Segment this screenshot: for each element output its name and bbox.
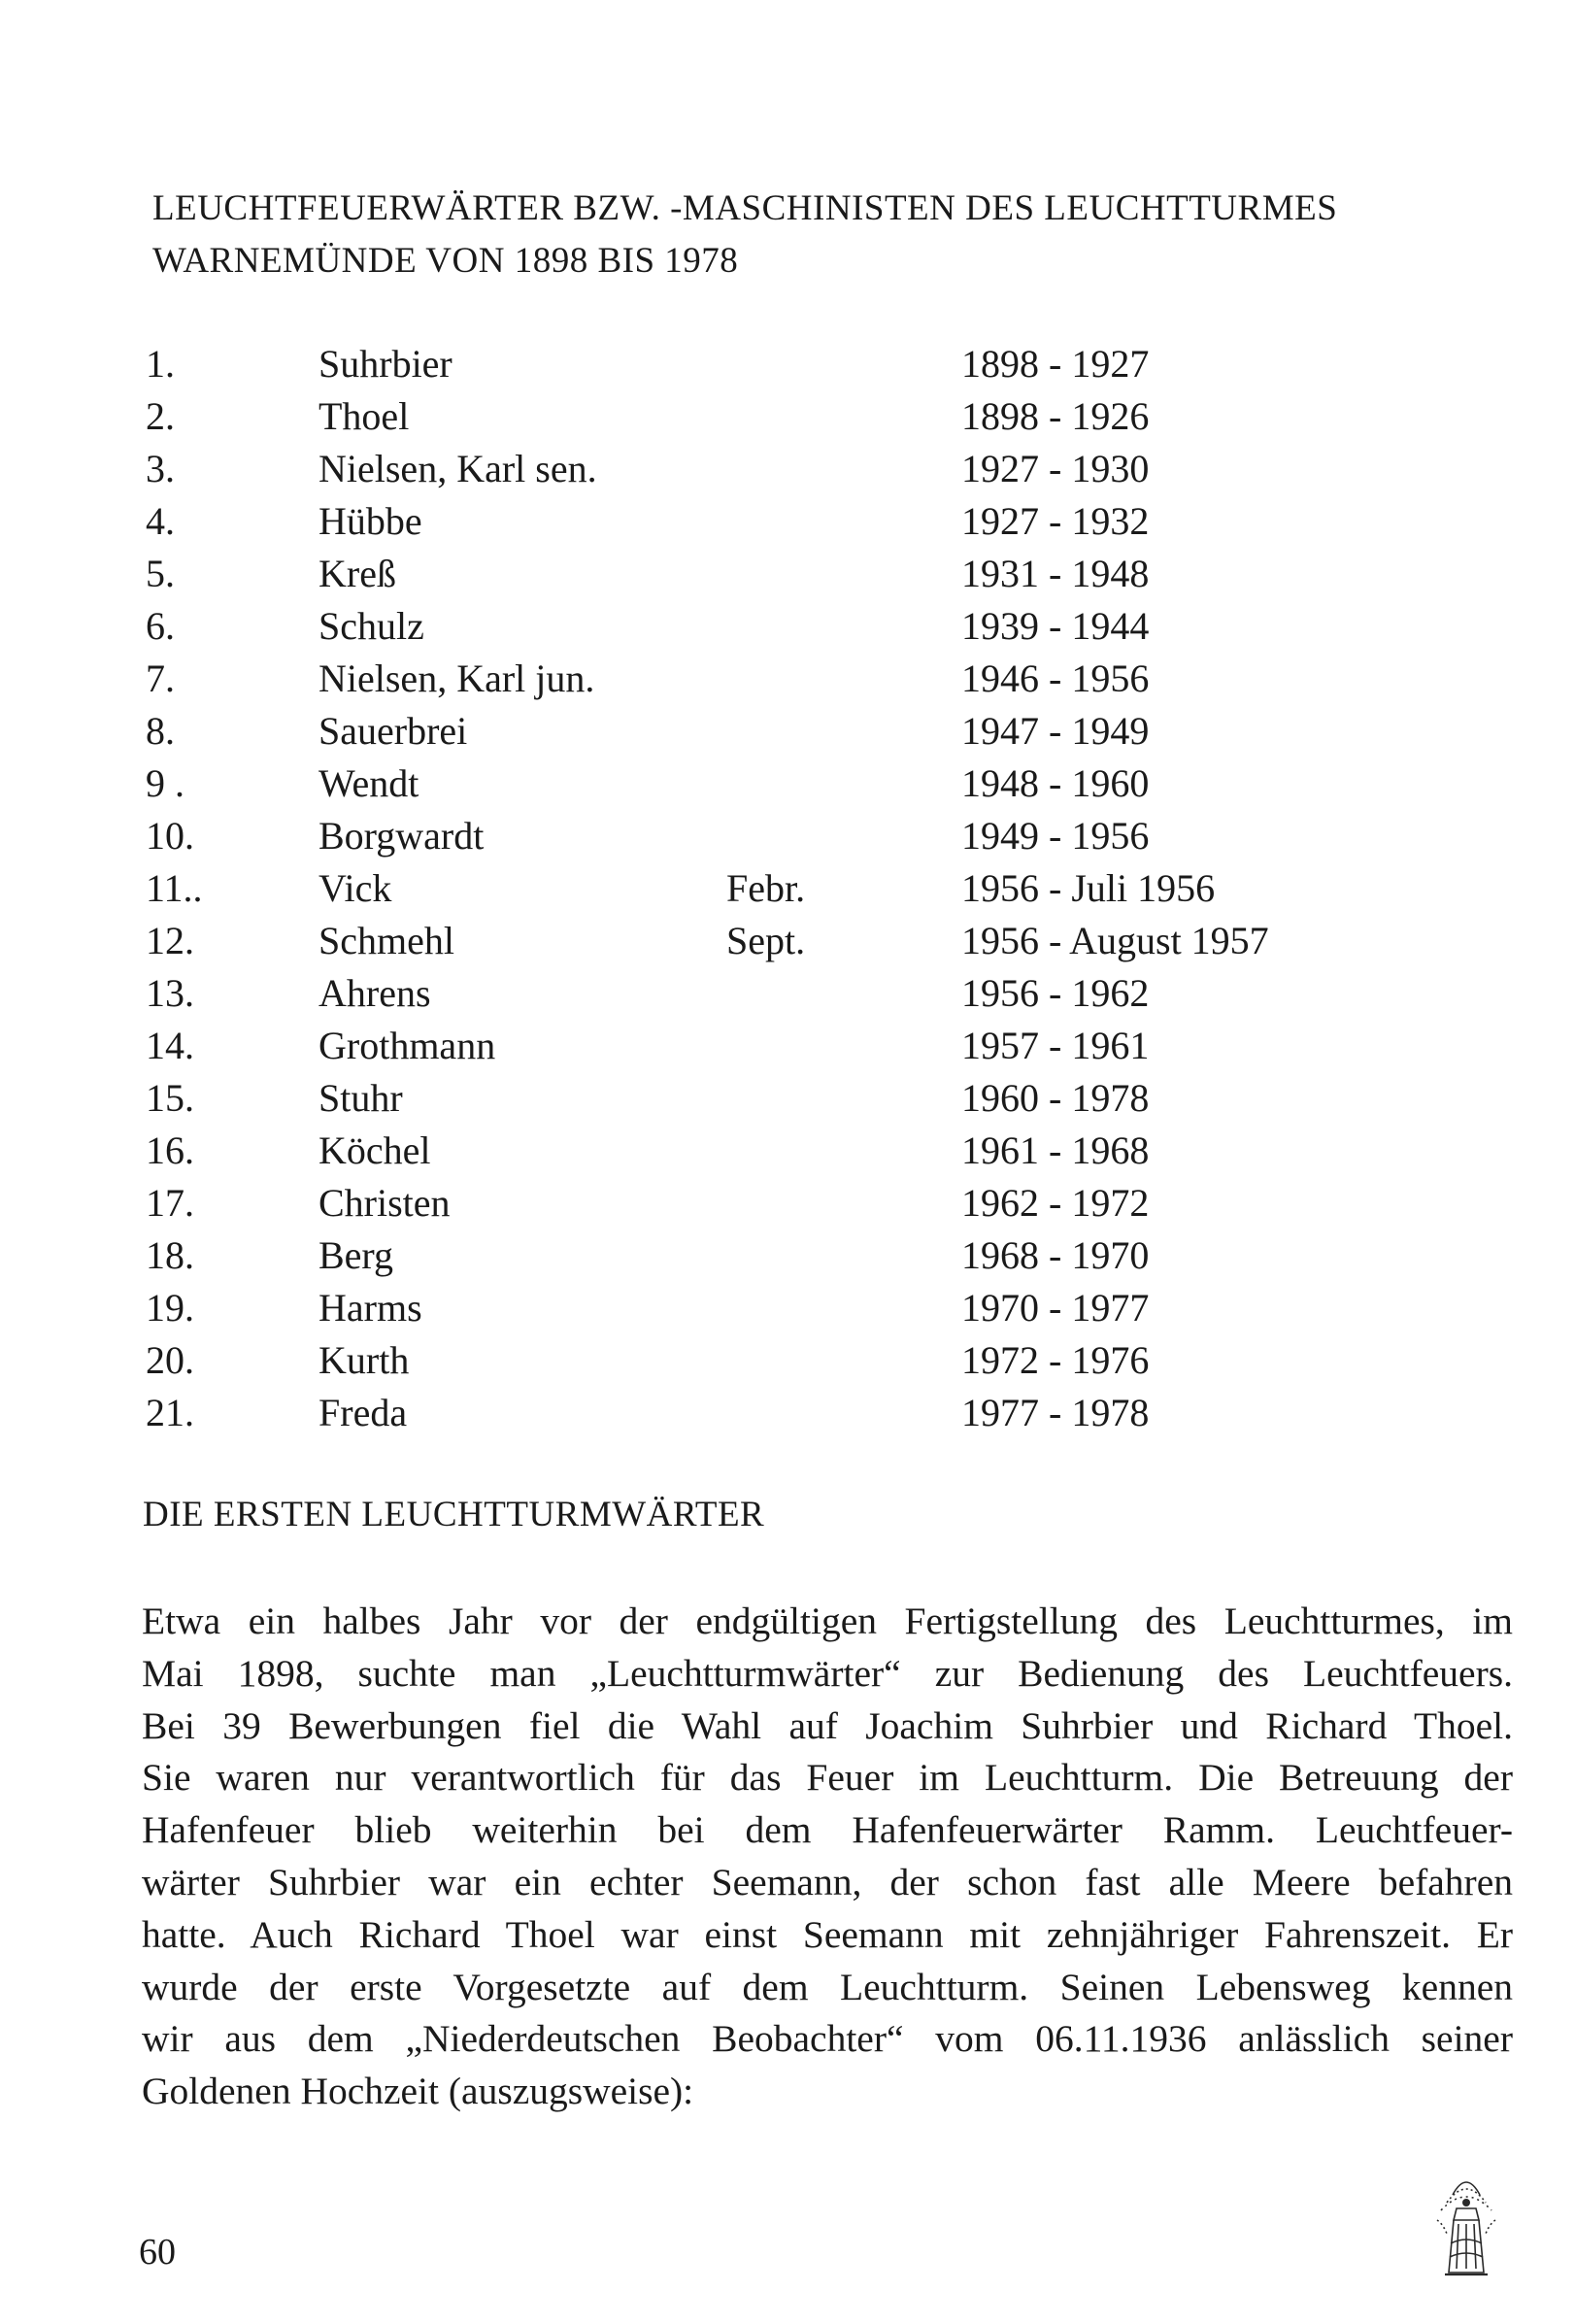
body-line: hatte. Auch Richard Thoel war einst Seemann mit zehnjähriger Fahrenszeit. Er [142,1912,1513,1956]
roster-years: 1961 - 1968 [961,1128,1150,1172]
roster-month: Sept. [726,919,806,962]
roster-years: 1956 - 1962 [961,971,1150,1015]
roster-years: 1956 - Juli 1956 [961,866,1216,910]
roster-years: 1962 - 1972 [961,1181,1150,1225]
body-line: Etwa ein halbes Jahr vor der endgültigen Fertigstellung des Leuchtturmes, im [142,1600,1513,1642]
body-line: Hafenfeuer blieb weiterhin bei dem Hafenfeuerwärter Ramm. Leuchtfeuer- [142,1808,1513,1852]
roster-number: 1. [146,342,175,386]
roster-row [146,1125,1359,1177]
roster-row [146,338,1359,390]
roster-years: 1957 - 1961 [961,1024,1150,1067]
roster-name: Stuhr [318,1076,403,1120]
roster-name: Christen [318,1181,451,1225]
roster-number: 6. [146,604,175,648]
roster-years: 1970 - 1977 [961,1286,1150,1330]
roster-row [146,653,1359,705]
roster-years: 1927 - 1932 [961,499,1150,543]
roster-name: Ahrens [318,971,431,1015]
roster-years: 1948 - 1960 [961,761,1150,805]
keeper-roster-list [146,338,1359,1439]
roster-number: 5. [146,552,175,595]
roster-years: 1947 - 1949 [961,709,1150,753]
roster-row [146,915,1359,967]
roster-number: 18. [146,1233,194,1277]
roster-years: 1898 - 1926 [961,394,1150,438]
roster-name: Berg [318,1233,394,1277]
roster-name: Freda [318,1391,408,1434]
roster-name: Kreß [318,552,396,595]
roster-number: 12. [146,919,194,962]
roster-number: 20. [146,1338,194,1382]
roster-name: Schulz [318,604,424,648]
roster-years: 1968 - 1970 [961,1233,1150,1277]
page-number: 60 [139,2232,176,2273]
roster-month: Febr. [726,866,806,910]
roster-number: 4. [146,499,175,543]
roster-number: 15. [146,1076,194,1120]
roster-name: Schmehl [318,919,454,962]
roster-name: Harms [318,1286,422,1330]
roster-years: 1956 - August 1957 [961,919,1269,962]
roster-row [146,810,1359,862]
roster-years: 1972 - 1976 [961,1338,1150,1382]
body-paragraph [142,1596,1513,2118]
roster-name: Thoel [318,394,410,438]
roster-name: Sauerbrei [318,709,468,753]
roster-row [146,548,1359,600]
roster-heading [152,183,1531,287]
roster-years: 1946 - 1956 [961,657,1150,700]
roster-number: 2. [146,394,175,438]
body-line: Goldenen Hochzeit (auszugsweise): [142,2070,694,2113]
roster-row [146,1229,1359,1282]
roster-number: 7. [146,657,175,700]
roster-row [146,1334,1359,1387]
roster-years: 1898 - 1927 [961,342,1150,386]
section-heading: DIE ERSTEN LEUCHTTURMWÄRTER [143,1495,765,1534]
body-line: Sie waren nur verantwortlich für das Feuer im Leuchtturm. Die Betreuung der [142,1756,1513,1800]
roster-number: 14. [146,1024,194,1067]
roster-name: Grothmann [318,1024,496,1067]
body-line: Mai 1898, suchte man „Leuchtturmwärter“ zur Bedienung des Leuchtfeuers. [142,1651,1513,1695]
roster-years: 1927 - 1930 [961,447,1150,490]
roster-number: 17. [146,1181,194,1225]
roster-row [146,1072,1359,1125]
body-line: wurde der erste Vorgesetzte auf dem Leuchtturm. Seinen Lebensweg kennen [142,1965,1513,2008]
roster-name: Kurth [318,1338,410,1382]
roster-number: 3. [146,447,175,490]
roster-number: 13. [146,971,194,1015]
roster-number: 16. [146,1128,194,1172]
roster-name: Vick [318,866,392,910]
roster-number: 21. [146,1391,194,1434]
roster-number: 8. [146,709,175,753]
roster-years: 1939 - 1944 [961,604,1150,648]
roster-name: Nielsen, Karl sen. [318,447,597,490]
roster-number: 10. [146,814,194,858]
roster-row [146,967,1359,1020]
lighthouse-emblem-icon [1433,2166,1499,2284]
roster-name: Köchel [318,1128,431,1172]
roster-row [146,390,1359,443]
body-line: wärter Suhrbier war ein echter Seemann, der schon fast alle Meere befahren [142,1860,1513,1903]
roster-heading-line-1: LEUCHTFEUERWÄRTER BZW. -MASCHINISTEN DES LEUCHTTURMES [152,188,1338,228]
roster-years: 1931 - 1948 [961,552,1150,595]
roster-heading-line-2: WARNEMÜNDE VON 1898 BIS 1978 [152,241,739,281]
roster-name: Borgwardt [318,814,485,858]
roster-row [146,758,1359,810]
roster-years: 1960 - 1978 [961,1076,1150,1120]
roster-number: 9 . [146,761,184,805]
roster-years: 1949 - 1956 [961,814,1150,858]
roster-years: 1977 - 1978 [961,1391,1150,1434]
roster-row [146,600,1359,653]
roster-name: Wendt [318,761,419,805]
body-line: wir aus dem „Niederdeutschen Beobachter“ vom 06.11.1936 anlässlich seiner [142,2017,1513,2061]
roster-number: 19. [146,1286,194,1330]
roster-name: Hübbe [318,499,422,543]
body-line: Bei 39 Bewerbungen fiel die Wahl auf Joachim Suhrbier und Richard Thoel. [142,1703,1513,1747]
roster-row [146,495,1359,548]
roster-row [146,862,1359,915]
roster-name: Suhrbier [318,342,452,386]
roster-row [146,1282,1359,1334]
roster-row [146,1020,1359,1072]
roster-row [146,443,1359,495]
roster-row [146,1387,1359,1439]
roster-row [146,1177,1359,1229]
roster-row [146,705,1359,758]
roster-name: Nielsen, Karl jun. [318,657,595,700]
roster-number: 11.. [146,866,203,910]
